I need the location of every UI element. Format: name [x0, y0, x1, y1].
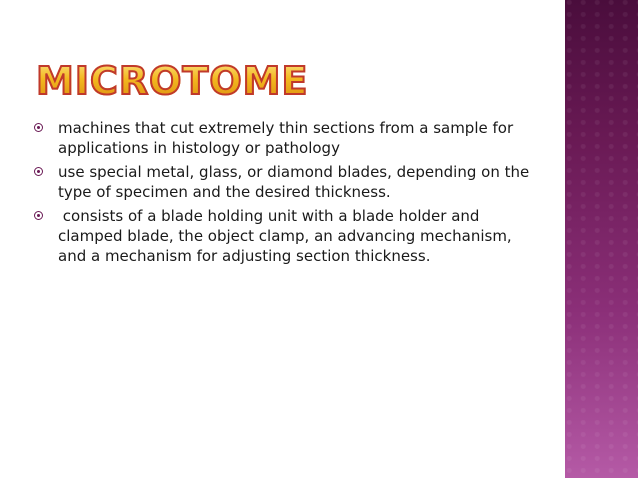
bullet-item	[34, 206, 534, 266]
bullet-list	[34, 118, 534, 270]
circle-bullet-icon	[34, 211, 43, 220]
circle-bullet-icon	[34, 123, 43, 132]
bullet-text: machines that cut extremely thin sections from a sample for applications in histology or pathology	[58, 119, 518, 157]
circle-bullet-icon	[34, 167, 43, 176]
decorative-side-panel	[565, 0, 638, 478]
slide-title: MICROTOME	[36, 59, 309, 103]
bullet-text: use special metal, glass, or diamond blades, depending on the type of specimen and the desired thickness.	[58, 163, 534, 201]
bullet-item	[34, 162, 534, 202]
bullet-item	[34, 118, 534, 158]
bullet-text: consists of a blade holding unit with a blade holder and clamped blade, the object clamp, an advancing mechanism, and a mechanism for adjusting section thickness.	[58, 207, 517, 265]
